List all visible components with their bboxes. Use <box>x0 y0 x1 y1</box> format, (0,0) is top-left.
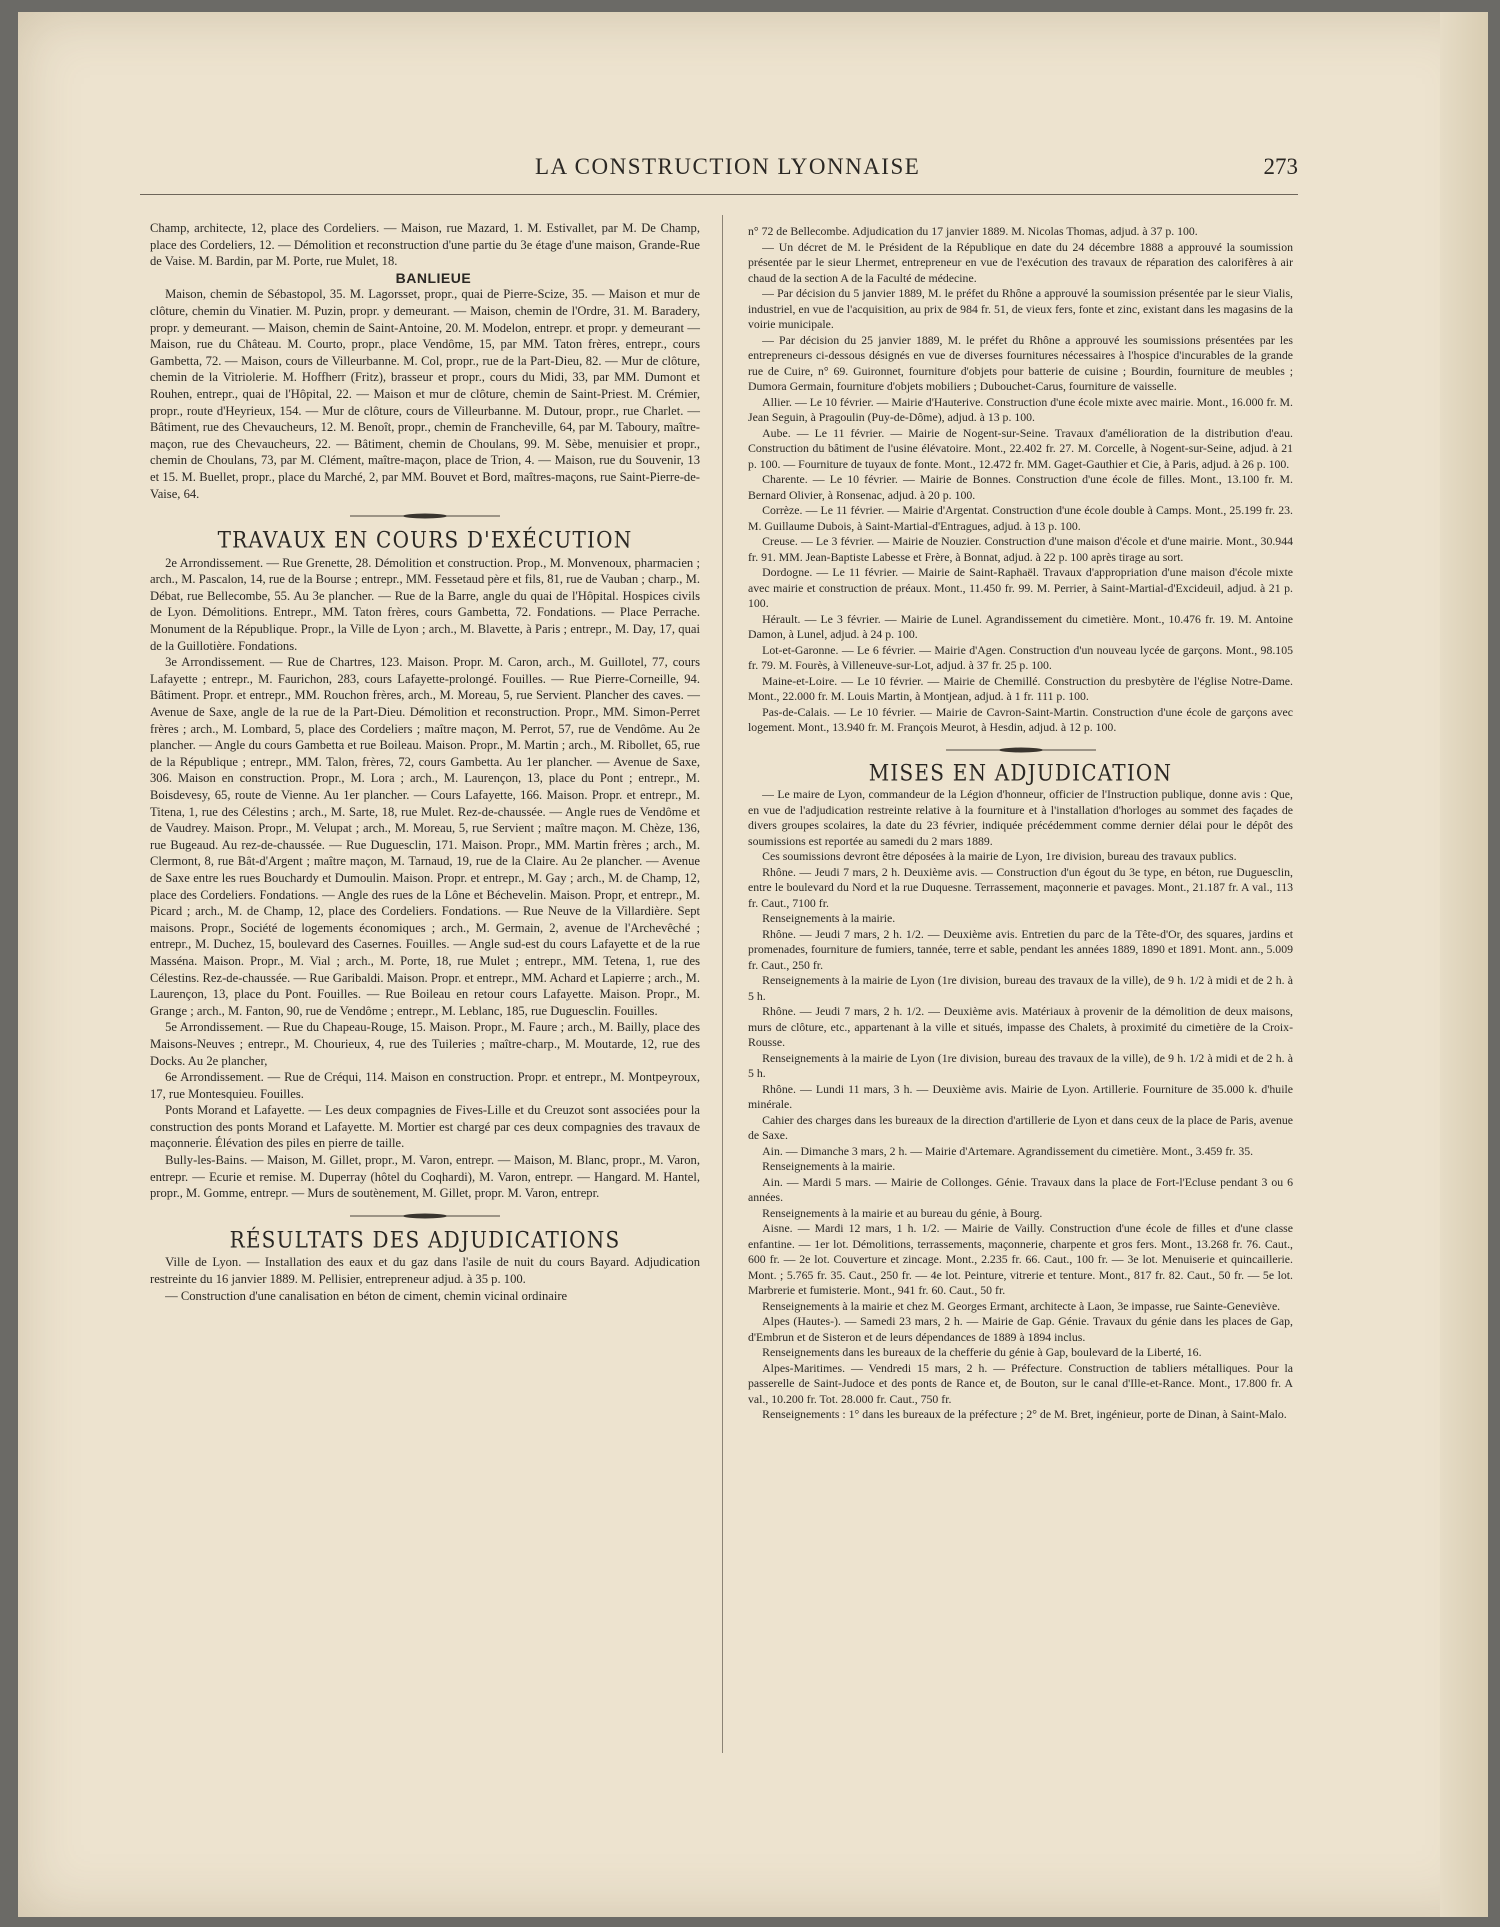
header-rule <box>140 194 1298 195</box>
resultats-paragraph: Creuse. — Le 3 février. — Mairie de Nouzier. Construction d'une maison d'école et d'une mairie. Mont., 30.944 fr. 91. MM. Jean-Baptiste Labesse et Frère, à Bonnat, adjud. à 22 p. 100 après tirage au sort. <box>748 534 1293 564</box>
mises-paragraph: Ain. — Mardi 5 mars. — Mairie de Collonges. Génie. Travaux dans la place de Fort-l'Ecluse pendant 3 ou 6 années. <box>748 1174 1293 1204</box>
resultats-paragraph: — Construction d'une canalisation en béton de ciment, chemin vicinal ordinaire <box>165 1288 568 1303</box>
left-column <box>150 220 700 1304</box>
mises-paragraph: Alpes (Hautes-). — Samedi 23 mars, 2 h. — Mairie de Gap. Génie. Travaux du génie dans les places de Gap, d'Embrun et de Sisteron et de leurs dépendances de 1889 à 1894 inclus. <box>748 1314 1293 1344</box>
resultats-paragraph: Maine-et-Loire. — Le 10 février. — Mairie de Chemillé. Construction du presbytère de l'église Notre-Dame. Mont., 22.000 fr. M. Louis Martin, à Montjean, adjud. à 1 fr. 111 p. 100. <box>748 673 1293 703</box>
mises-title: MISES EN ADJUDICATION <box>868 759 1173 786</box>
mises-paragraph: Rhône. — Jeudi 7 mars, 2 h. Deuxième avis. — Construction d'un égout du 3e type, en béton, rue Duguesclin, entre le boulevard du Nord et la rue Duquesne. Terrassement, maçonnerie et pavages. Mont., 21.187 fr. A val., 113 fr. Caut., 7100 fr. <box>748 864 1293 910</box>
resultats-paragraph: Hérault. — Le 3 février. — Mairie de Lunel. Agrandissement du cimetière. Mont., 10.476 fr. 19. M. Antoine Damon, à Lunel, adjud. à 24 p. 100. <box>748 611 1293 641</box>
resultats-paragraph: Ville de Lyon. — Installation des eaux et du gaz dans l'asile de nuit du cours Bayard. Adjudication restreinte du 16 janvier 1889. M. Pellisier, entrepreneur adjud. à 35 p. 100. <box>150 1255 700 1287</box>
mises-paragraph: Renseignements : 1° dans les bureaux de la préfecture ; 2° de M. Bret, ingénieur, porte de Dinan, à Saint-Malo. <box>762 1407 1287 1421</box>
resultats-paragraph: Corrèze. — Le 11 février. — Mairie d'Argentat. Construction d'une école double à Camps. Mont., 25.199 fr. 23. M. Guillaume Dubois, à Saint-Martial-d'Entragues, adjud. à 13 p. 100. <box>748 503 1293 533</box>
mises-paragraph: Renseignements à la mairie de Lyon (1re division, bureau des travaux de la ville), de 9 h. 1/2 à midi et de 2 h. à 5 h. <box>748 973 1293 1003</box>
section-ornament <box>350 1212 500 1220</box>
mises-paragraph: Ces soumissions devront être déposées à la mairie de Lyon, 1re division, bureau des travaux publics. <box>762 849 1237 863</box>
mises-paragraph: Rhône. — Jeudi 7 mars, 2 h. 1/2. — Deuxième avis. Matériaux à provenir de la démolition de deux maisons, murs de clôture, etc., appartenant à la ville et situés, impasse des Chalets, à proximité du cimetière de la Croix-Rousse. <box>748 1004 1293 1049</box>
mises-paragraph: Renseignements à la mairie et chez M. Georges Ermant, architecte à Laon, 3e impasse, rue Sainte-Geneviève. <box>762 1298 1281 1313</box>
page-number: 273 <box>1263 154 1298 179</box>
column-divider <box>722 215 723 1753</box>
section-ornament <box>350 512 500 520</box>
mises-paragraph: Aisne. — Mardi 12 mars, 1 h. 1/2. — Mairie de Vailly. Construction d'une école de filles et d'une classe enfantine. — 1er lot. Démolitions, terrassements, maçonnerie, charpente et gros fers. Mont., 13.268 fr. 76. Caut., 600 fr. — 2e lot. Couverture et zincage. Mont., 2.235 fr. 66. Caut., 100 fr. — 3e lot. Menuiserie et quincaillerie. Mont. ; 5.765 fr. 35. Caut., 250 fr. — 4e lot. Peinture, vitrerie et tenture. Mont., 817 fr. 82. Caut., 50 fr. — 5e lot. Marbrerie et fumisterie. Mont., 941 fr. 60. Caut., 50 fr. <box>748 1221 1293 1297</box>
mises-paragraph: Renseignements à la mairie et au bureau du génie, à Bourg. <box>762 1205 1043 1220</box>
mises-paragraph: Rhône. — Lundi 11 mars, 3 h. — Deuxième avis. Mairie de Lyon. Artillerie. Fourniture de 35.000 k. d'huile minérale. <box>748 1081 1293 1111</box>
page-fold-shadow <box>1440 12 1488 1917</box>
mises-paragraph: Renseignements à la mairie. <box>762 911 896 925</box>
mises-paragraph: Cahier des charges dans les bureaux de la direction d'artillerie de Lyon et dans ceux de la place de Paris, avenue de Saxe. <box>748 1112 1293 1142</box>
mises-paragraph: Renseignements dans les bureaux de la chefferie du génie à Gap, boulevard de la Liberté, 16. <box>762 1345 1202 1359</box>
resultats-paragraph: n° 72 de Bellecombe. Adjudication du 17 janvier 1889. M. Nicolas Thomas, adjud. à 37 p. 100. <box>748 224 1198 238</box>
travaux-paragraph: Ponts Morand et Lafayette. — Les deux compagnies de Fives-Lille et du Creuzot sont associées pour la construction des ponts Morand et Lafayette. M. Mortier est chargé par ces deux compagnies des travaux de maçonnerie. Élévation des piles en pierre de taille. <box>150 1103 700 1151</box>
mises-paragraph: Alpes-Maritimes. — Vendredi 15 mars, 2 h. — Préfecture. Construction de tabliers métalliques. Pour la passerelle de Saint-Judoce et des ponts de Rance et, de Bouton, sur le canal d'Ille-et-Rance. Mont., 17.800 fr. A val., 10.200 fr. Tot. 28.000 fr. Caut., 750 fr. <box>748 1360 1293 1406</box>
intro-paragraph: Champ, architecte, 12, place des Cordeliers. — Maison, rue Mazard, 1. M. Estivallet, par M. De Champ, place des Cordeliers, 12. — Démolition et reconstruction d'une partie du 3e étage d'une maison, Grande-Rue de Vaise. M. Bardin, par M. Porte, rue Mulet, 18. <box>150 221 700 269</box>
right-column <box>748 224 1293 1423</box>
page-header <box>140 150 1298 190</box>
resultats-paragraph: Allier. — Le 10 février. — Mairie d'Hauterive. Construction d'une école mixte avec mairie. Mont., 16.000 fr. M. Jean Seguin, à Pragoulin (Puy-de-Dôme), adjud. à 13 p. 100. <box>748 394 1293 424</box>
travaux-paragraph: 3e Arrondissement. — Rue de Chartres, 123. Maison. Propr. M. Caron, arch., M. Guillotel, 77, cours Lafayette ; entrepr., M. Faurichon, 283, cours Lafayette-prolongé. Fouilles. — Rue Pierre-Corneille, 94. Bâtiment. Propr. et entrepr., MM. Rouchon frères, arch., M. Moreau, 5, rue Servient. Plancher des caves. — Avenue de Saxe, angle de la rue de la Part-Dieu. Démolition et reconstruction. Propr., MM. Simon-Perret frères ; arch., M. Lombard, 5, place des Cordeliers ; maître maçon, M. Perrot, 57, rue de Vendôme. Au 2e plancher. — Angle du cours Gambetta et rue Boileau. Maison. Propr., M. Martin ; arch., M. Ribollet, 65, rue de la République ; entrepr., MM. Talon, frères, 72, cours Gambetta. Au 1er plancher. — Avenue de Saxe, 306. Maison en construction. Propr., M. Lora ; arch., M. Laurençon, 13, place du Pont ; entrepr., M. Boisdevesy, 65, route de Vienne. Au 1er plancher. — Cours Lafayette, 166. Maison. Propr. et entrepr., M. Titena, 1, rue des Célestins ; arch., M. Sarte, 18, rue Mulet. Rez-de-chaussée. — Angle rues de Vendôme et de Vaudrey. Maison. Propr., M. Velupat ; arch., M. Moreau, 5, rue Servient ; maître maçon. M. Chèze, 136, rue Bugeaud. Au rez-de-chaussée. — Rue Duguesclin, 171. Maison. Propr., MM. Martin frères ; arch., M. Clermont, 8, rue Bât-d'Argent ; maître maçon, M. Tarnaud, 19, rue de la Claire. Au 2e plancher. — Avenue de Saxe entre les rues Bouchardy et Dumoulin. Maison. Propr. et entrepr., M. Gay ; arch., M. de Champ, 12, place des Cordeliers. Fondations. — Angle des rues de la Lône et Béchevelin. Maison. Propr, et entrepr., M. Picard ; arch., M. de Champ, 12, place des Cordeliers. Fondations. — Rue Neuve de la Villardière. Sept maisons. Propr., Société de logements économiques ; arch., M. Germain, 2, avenue de l'Archevêché ; entrepr., M. Duchez, 15, boulevard des Casernes. Fouilles. — Angle sud-est du cours Lafayette et de la rue Masséna. Maison. Propr., M. Vial ; arch., M. Porte, 18, rue Mulet ; entrepr., MM. Tetena, 1, rue des Célestins. Rez-de-chaussée. — Rue Garibaldi. Maison. Propr. et entrepr., MM. Achard et Lapierre ; arch., M. Laurençon, 13, place du Pont. Fouilles. — Rue Boileau en retour cours Lafayette. Maison. Propr., M. Grange ; arch., M. Fanton, 90, rue de Vendôme ; entrepr., M. Leblanc, 185, rue Duguesclin. Fouilles. <box>150 655 700 1018</box>
banlieue-heading: BANLIEUE <box>395 269 472 286</box>
banlieue-paragraph: Maison, chemin de Sébastopol, 35. M. Lagorsset, propr., quai de Pierre-Scize, 35. — Maison et mur de clôture, chemin du Vinatier. M. Puzin, propr. y demeurant. — Maison, chemin de l'Ordre, 31. M. Baradery, propr. y demeurant. — Maison, chemin de Saint-Antoine, 20. M. Modelon, entrepr. et propr. y demeurant — Maison, rue du Château. M. Courto, propr., place Vendôme, 15, par MM. Taton frères, entrepr., cours Gambetta, 72. — Maison, cours de Villeurbanne. M. Col, propr., rue de la Part-Dieu, 82. — Mur de clôture, chemin de la Vitriolerie. M. Hoffherr (Fritz), brasseur et propr., cours du Midi, 33, par MM. Dumont et Rouhen, entrepr., quai de l'Hôpital, 22. — Maison et mur de clôture, chemin de Saint-Priest. M. Crémier, propr., route d'Heyrieux, 154. — Mur de clôture, cours de Villeurbanne. M. Dutour, propr., rue Charlet. — Bâtiment, rue des Chevaucheurs, 12. M. Benoît, propr., chemin de Francheville, 64, par M. Taboury, maître-maçon, rue des Chevaucheurs, 22. — Bâtiment, chemin de Choulans, 99. M. Sèbe, menuisier et propr., chemin de Choulans, 73, par M. Clément, maître-maçon, place de Trion, 4. — Maison, rue du Souvenir, 13 et 15. M. Buellet, propr., place du Marché, 2, par MM. Bouvet et Bord, maîtres-maçons, rue Saint-Pierre-de-Vaise, 64. <box>150 287 700 501</box>
resultats-title: RÉSULTATS DES ADJUDICATIONS <box>229 1226 621 1254</box>
resultats-paragraph: Dordogne. — Le 11 février. — Mairie de Saint-Raphaël. Travaux d'appropriation d'une maison d'école mixte avec mairie et construction de préaux. Mont., 11.450 fr. 99. M. Perrier, à Saint-Martial-d'Excideuil, adjud. à 21 p. 100. <box>748 565 1293 610</box>
mises-paragraph: Renseignements à la mairie de Lyon (1re division, bureau des travaux de la ville), de 9 h. 1/2 à midi et de 2 h. à 5 h. <box>748 1050 1293 1080</box>
mises-paragraph: Ain. — Dimanche 3 mars, 2 h. — Mairie d'Artemare. Agrandissement du cimetière. Mont., 3.459 fr. 35. <box>762 1143 1254 1158</box>
mises-paragraph: Rhône. — Jeudi 7 mars, 2 h. 1/2. — Deuxième avis. Entretien du parc de la Tête-d'Or, des squares, jardins et promenades, fourniture de fumiers, tannée, terre et sable, pendant les années 1889, 1890 et 1891. Mont. ann., 5.009 fr. Caut., 250 fr. <box>748 926 1293 972</box>
running-title: LA CONSTRUCTION LYONNAISE <box>535 154 921 179</box>
section-ornament <box>946 746 1096 754</box>
travaux-paragraph: 2e Arrondissement. — Rue Grenette, 28. Démolition et construction. Prop., M. Monvenoux, pharmacien ; arch., M. Pascalon, 14, rue de la Bourse ; entrepr., MM. Fessetaud père et fils, 81, rue de Vauban ; charp., M. Débat, rue Bellecombe, 55. Au 3e plancher. — Rue de la Barre, angle du quai de l'Hôpital. Hospices civils de Lyon. Démolitions. Entrepr., MM. Taton frères, cours Gambetta, 72. Fondations. — Place Perrache. Monument de la République. Propr., la Ville de Lyon ; arch., M. Blavette, à Paris ; entrepr., M. Day, 17, quai de la Guillotière. Fondations. <box>150 555 700 653</box>
resultats-paragraph: Pas-de-Calais. — Le 10 février. — Mairie de Cavron-Saint-Martin. Construction d'une école de garçons avec logement. Mont., 13.940 fr. M. François Meurot, à Hesdin, adjud. à 12 p. 100. <box>748 704 1293 734</box>
mises-paragraph: — Le maire de Lyon, commandeur de la Légion d'honneur, officier de l'Instruction publique, donne avis : Que, en vue de l'adjudication restreinte relative à la fourniture et à l'installation d'horloges au sommet des façades de divers groupes scolaires, la date du 23 février, indiquée précédemment comme dernier délai pour le dépôt des soumissions est reportée au samedi du 2 mars 1889. <box>748 787 1293 848</box>
travaux-paragraph: 5e Arrondissement. — Rue du Chapeau-Rouge, 15. Maison. Propr., M. Faure ; arch., M. Bailly, place des Maisons-Neuves ; entrepr., M. Chourieux, 4, rue des Tuileries ; maître-charp., M. Moutarde, 12, rue des Docks. Au 2e plancher, <box>150 1020 700 1068</box>
travaux-paragraph: Bully-les-Bains. — Maison, M. Gillet, propr., M. Varon, entrepr. — Maison, M. Blanc, propr., M. Varon, entrepr. — Ecurie et remise. M. Duperray (hôtel du Coqhardi), M. Varon, entrepr. — Hangard. M. Hantel, propr., M. Gomme, entrepr. — Murs de soutènement, M. Gillet, propr. M. Varon, entrepr. <box>150 1153 700 1201</box>
travaux-title: TRAVAUX EN COURS D'EXÉCUTION <box>217 526 633 554</box>
travaux-paragraph: 6e Arrondissement. — Rue de Créqui, 114. Maison en construction. Propr. et entrepr., M. Montpeyroux, 17, rue Montesquieu. Fouilles. <box>150 1070 700 1101</box>
resultats-paragraph: Lot-et-Garonne. — Le 6 février. — Mairie d'Agen. Construction d'un nouveau lycée de garçons. Mont., 98.105 fr. 79. M. Fourès, à Villeneuve-sur-Lot, adjud. à 37 fr. 25 p. 100. <box>748 642 1293 672</box>
resultats-paragraph: — Par décision du 5 janvier 1889, M. le préfet du Rhône a approuvé la soumission présentée par le sieur Vialis, industriel, en vue de l'acquisition, au prix de 984 fr. 51, de vieux fers, fonte et zinc, existant dans les magasins de la voirie municipale. <box>748 286 1293 331</box>
resultats-paragraph: — Par décision du 25 janvier 1889, M. le préfet du Rhône a approuvé les soumissions présentées par les entrepreneurs ci-dessous désignés en vue de diverses fournitures nécessaires à l'hospice d'incurables de la grande rue de Cuire, n° 69. Guironnet, fourniture d'objets pour batterie de cuisine ; Bourdin, fourniture de meubles ; Dumora Germain, fourniture d'objets mobiliers ; Dubouchet-Carus, fourniture de vaisselle. <box>748 332 1293 393</box>
resultats-paragraph: Aube. — Le 11 février. — Mairie de Nogent-sur-Seine. Travaux d'amélioration de la distribution d'eau. Construction du bâtiment de l'usine élévatoire. Mont., 22.402 fr. 27. M. Corcelle, à Nogent-sur-Seine, adjud. à 21 p. 100. — Fourniture de tuyaux de fonte. Mont., 12.472 fr. MM. Gaget-Gauthier et Cie, à Paris, adjud. à 26 p. 100. <box>748 425 1293 471</box>
mises-paragraph: Renseignements à la mairie. <box>762 1159 896 1173</box>
resultats-paragraph: — Un décret de M. le Président de la République en date du 24 décembre 1888 a approuvé la soumission présentée par le sieur Lhermet, entrepreneur en vue de l'exécution des travaux de réparation des calorifères à air chaud de la section A de la Faculté de médecine. <box>748 239 1293 285</box>
resultats-paragraph: Charente. — Le 10 février. — Mairie de Bonnes. Construction d'une école de filles. Mont., 13.100 fr. M. Bernard Olivier, à Ronsenac, adjud. à 20 p. 100. <box>748 472 1293 502</box>
